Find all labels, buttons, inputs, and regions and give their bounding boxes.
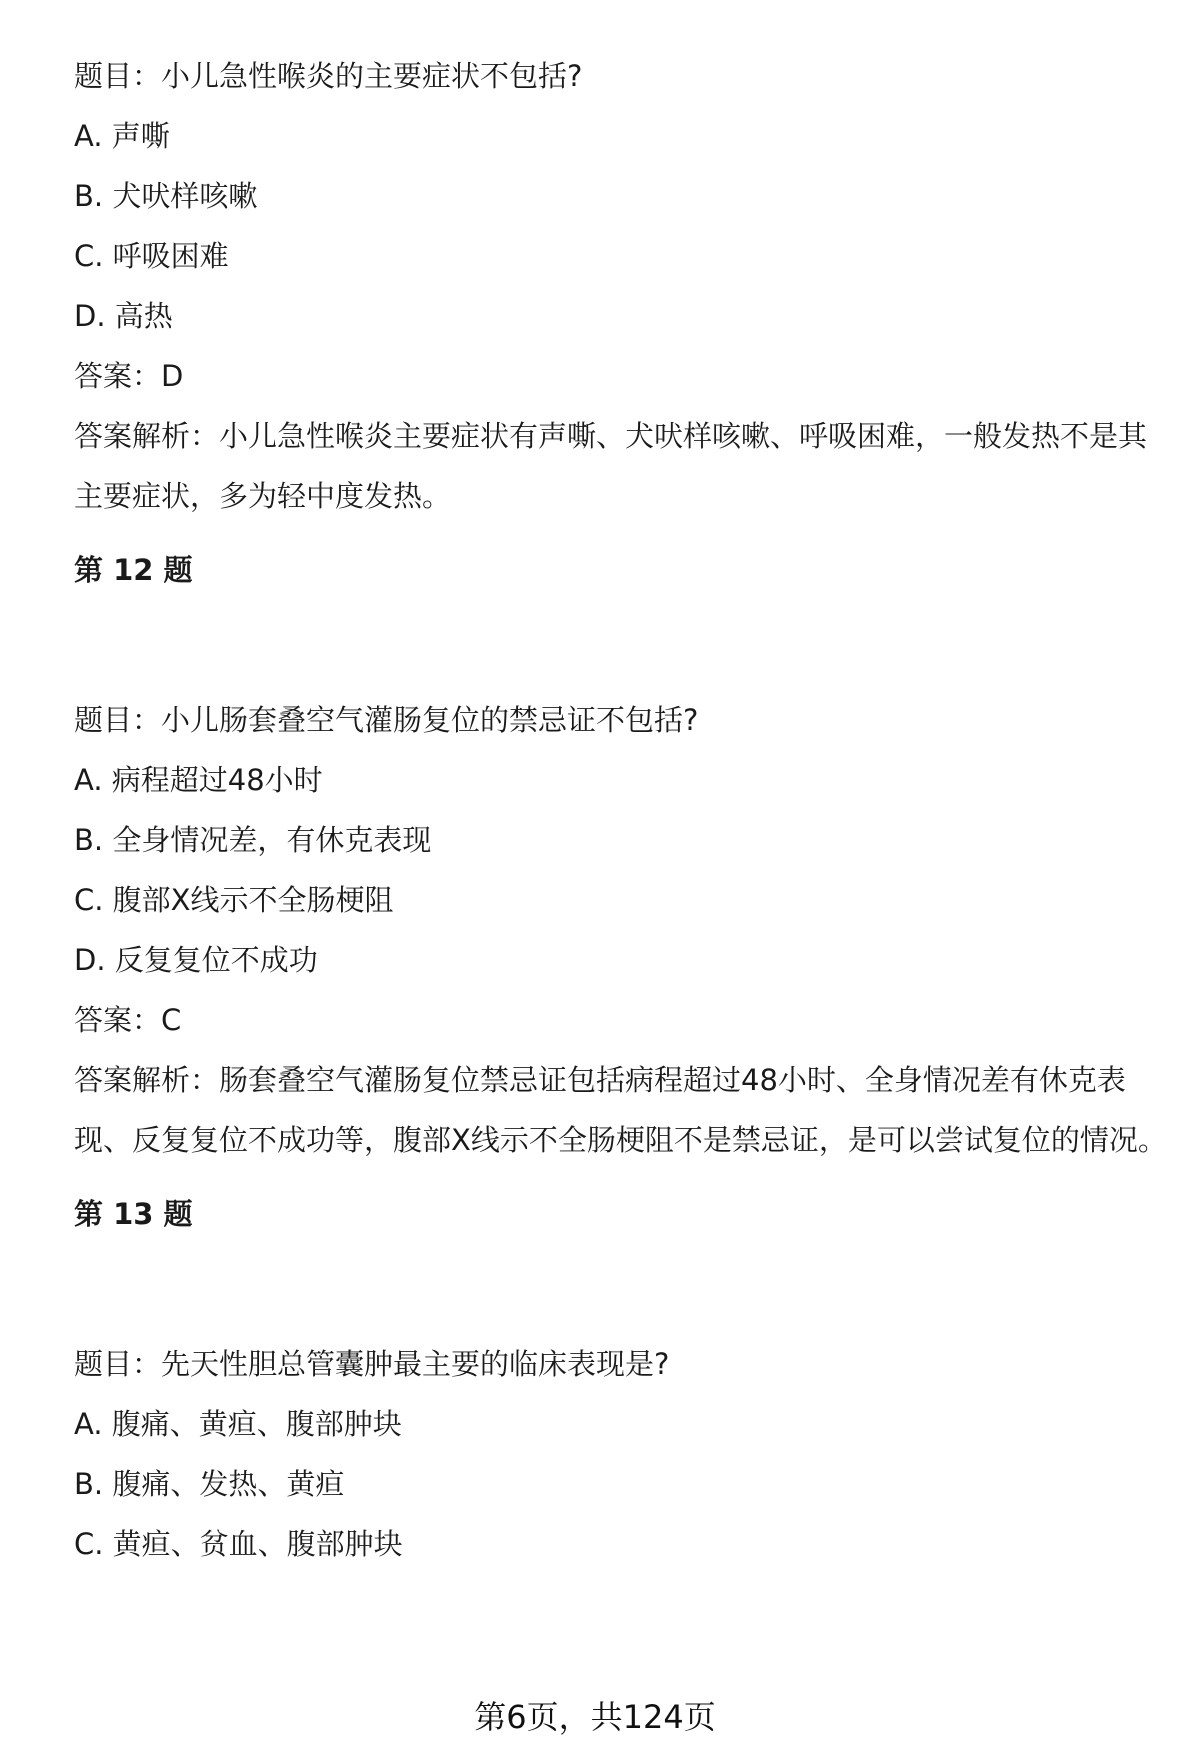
page-number: 第6页，共124页 — [474, 1698, 716, 1736]
option-b: B. 全身情况差，有休克表现 — [74, 823, 432, 857]
option-d: D. 反复复位不成功 — [74, 943, 318, 977]
option-d: D. 高热 — [74, 299, 173, 333]
answer: 答案：D — [74, 359, 184, 393]
answer-analysis: 答案解析：小儿急性喉炎主要症状有声嘶、犬吠样咳嗽、呼吸困难，一般发热不是其主要症状，多为轻中度发热。 — [74, 419, 1148, 513]
option-a: A. 腹痛、黄疸、腹部肿块 — [74, 1407, 402, 1441]
answer-analysis: 答案解析：肠套叠空气灌肠复位禁忌证包括病程超过48小时、全身情况差有休克表现、反复复位不成功等，腹部X线示不全肠梗阻不是禁忌证，是可以尝试复位的情况。 — [74, 1063, 1167, 1157]
question-12 — [74, 540, 1174, 1170]
spacer — [74, 1244, 1174, 1334]
option-a: A. 声嘶 — [74, 119, 170, 153]
option-c: C. 呼吸困难 — [74, 239, 229, 273]
question-13 — [74, 1184, 1174, 1574]
question-11 — [74, 46, 1174, 526]
question-stem: 题目：先天性胆总管囊肿最主要的临床表现是? — [74, 1347, 670, 1381]
option-c: C. 黄疸、贫血、腹部肿块 — [74, 1527, 403, 1561]
question-heading: 第 13 题 — [74, 1197, 193, 1231]
option-b: B. 腹痛、发热、黄疸 — [74, 1467, 345, 1501]
answer: 答案：C — [74, 1003, 182, 1037]
page-content — [74, 46, 1174, 1574]
option-b: B. 犬吠样咳嗽 — [74, 179, 258, 213]
option-a: A. 病程超过48小时 — [74, 763, 323, 797]
spacer — [74, 600, 1174, 690]
question-stem: 题目：小儿肠套叠空气灌肠复位的禁忌证不包括? — [74, 703, 699, 737]
question-heading: 第 12 题 — [74, 553, 193, 587]
question-stem: 题目：小儿急性喉炎的主要症状不包括? — [74, 59, 583, 93]
option-c: C. 腹部X线示不全肠梗阻 — [74, 883, 394, 917]
